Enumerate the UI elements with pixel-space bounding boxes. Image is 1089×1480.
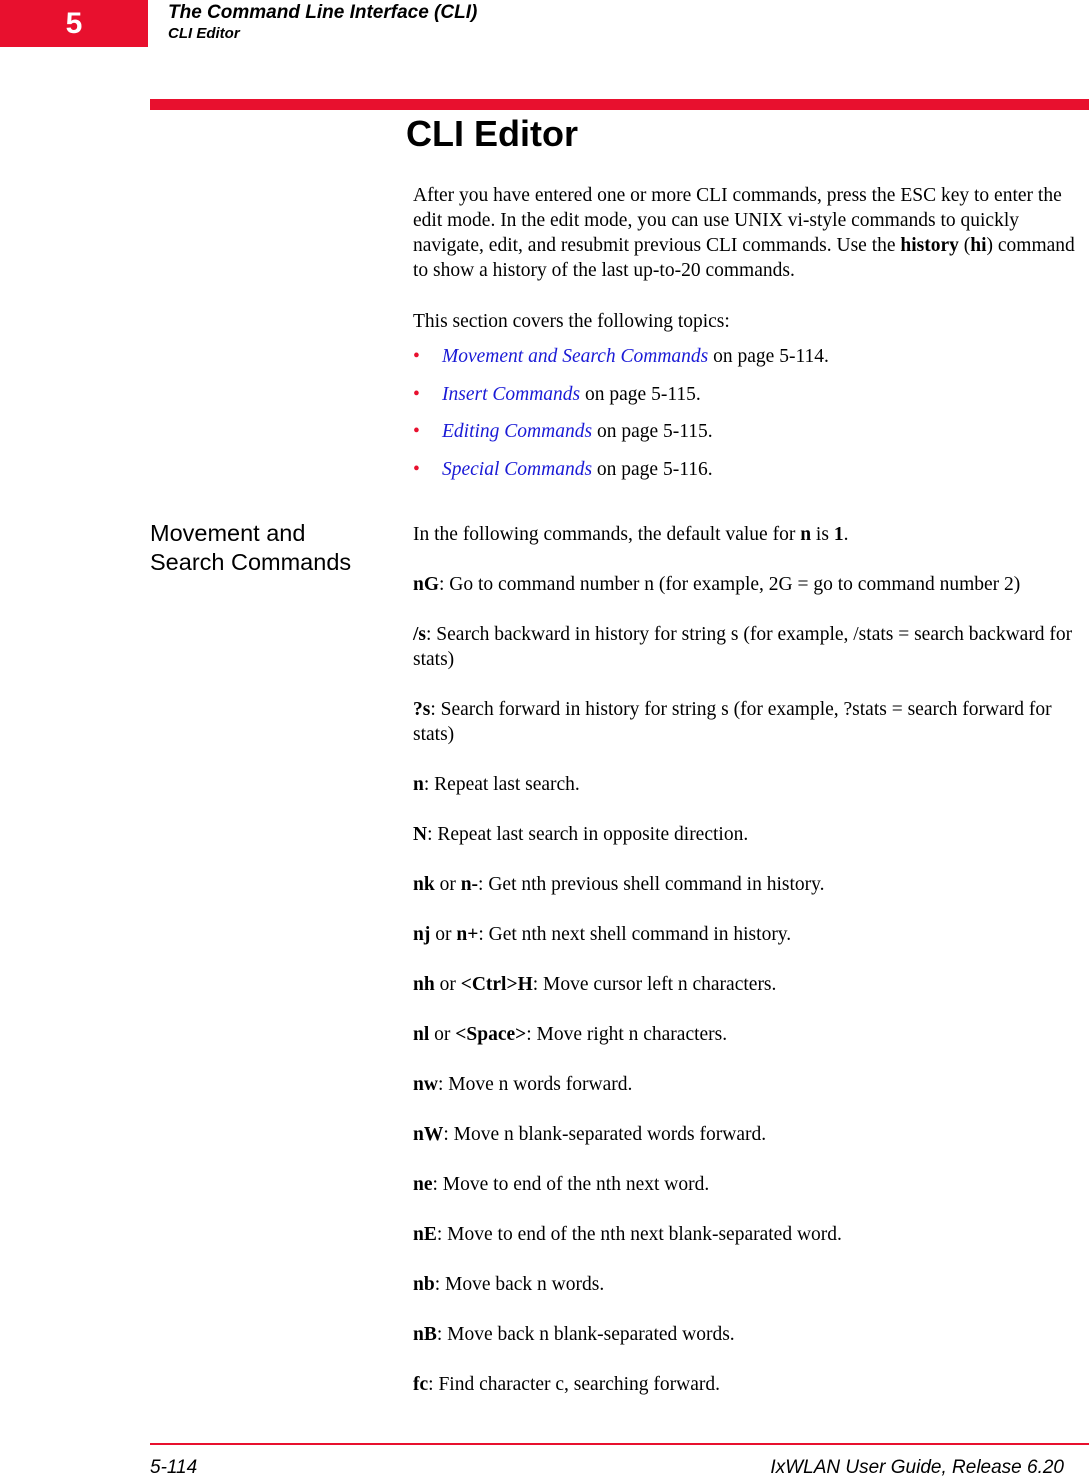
list-item: • Insert Commands on page 5-115. — [413, 383, 701, 405]
bullet-icon: • — [413, 346, 420, 367]
xref-link[interactable]: Editing Commands — [442, 421, 593, 442]
command-entry: nB: Move back n blank-separated words. — [413, 1324, 735, 1345]
command-entry: nw: Move n words forward. — [413, 1074, 633, 1095]
default-value-note: In the following commands, the default value for n is 1. — [413, 524, 849, 545]
command-entry: ne: Move to end of the nth next word. — [413, 1174, 710, 1195]
command-entry: nh or <Ctrl>H: Move cursor left n characters. — [413, 974, 777, 995]
xref-link[interactable]: Special Commands — [442, 458, 593, 480]
command-entry: nW: Move n blank-separated words forward. — [413, 1124, 767, 1145]
command-entry: fc: Find character c, searching forward. — [413, 1374, 720, 1395]
bullet-icon: • — [413, 421, 420, 442]
command-entry: N: Repeat last search in opposite direction. — [413, 824, 749, 845]
intro-paragraph: After you have entered one or more CLI commands, press the ESC key to enter the edit mode. In the edit mode, you can use UNIX vi-style commands to quickly navigate, edit, and resubmit previous CLI commands. Use the history (hi) command to show a history of the last up-to-20 commands. — [413, 185, 1075, 281]
section-heading: Movement and Search Commands — [150, 520, 352, 575]
bullet-icon: • — [413, 383, 420, 405]
bullet-icon: • — [413, 458, 420, 480]
list-item: • Special Commands on page 5-116. — [413, 458, 713, 480]
command-entry: nk or n-: Get nth previous shell command in history. — [413, 874, 825, 895]
command-entry: nE: Move to end of the nth next blank-separated word. — [413, 1224, 842, 1245]
running-header-title: The Command Line Interface (CLI) — [168, 2, 478, 23]
command-entry: n: Repeat last search. — [413, 774, 580, 795]
chapter-number-tab — [0, 0, 148, 47]
command-entry: nj or n+: Get nth next shell command in history. — [413, 924, 792, 945]
footer-rule — [150, 1443, 1089, 1445]
history-command: history — [900, 235, 959, 256]
command-entry: nG: Go to command number n (for example, 2G = go to command number 2) — [413, 574, 1021, 595]
topics-intro: This section covers the following topics: — [413, 311, 730, 332]
commands-body — [413, 522, 1085, 1422]
list-item: • Editing Commands on page 5-115. — [413, 421, 713, 442]
command-list — [413, 572, 1085, 1397]
command-entry: nl or <Space>: Move right n characters. — [413, 1024, 728, 1045]
title-rule — [150, 99, 1089, 110]
page-number: 5-114 — [150, 1457, 198, 1478]
page-title: CLI Editor — [406, 113, 578, 154]
document-title: IxWLAN User Guide, Release 6.20 — [770, 1457, 1064, 1478]
chapter-number: 5 — [65, 6, 83, 40]
command-entry: ?s: Search forward in history for string s (for example, ?stats = search forward for stats) — [413, 699, 1052, 745]
list-item: • Movement and Search Commands on page 5-114. — [413, 346, 829, 367]
running-header-subtitle: CLI Editor — [168, 25, 240, 42]
xref-link[interactable]: Insert Commands — [442, 383, 581, 405]
command-entry: nb: Move back n words. — [413, 1274, 605, 1295]
command-entry: /s: Search backward in history for string s (for example, /stats = search backward for stats) — [413, 624, 1073, 670]
xref-link[interactable]: Movement and Search Commands — [442, 346, 709, 367]
hi-command: hi — [970, 235, 987, 256]
topics-list — [413, 344, 829, 494]
